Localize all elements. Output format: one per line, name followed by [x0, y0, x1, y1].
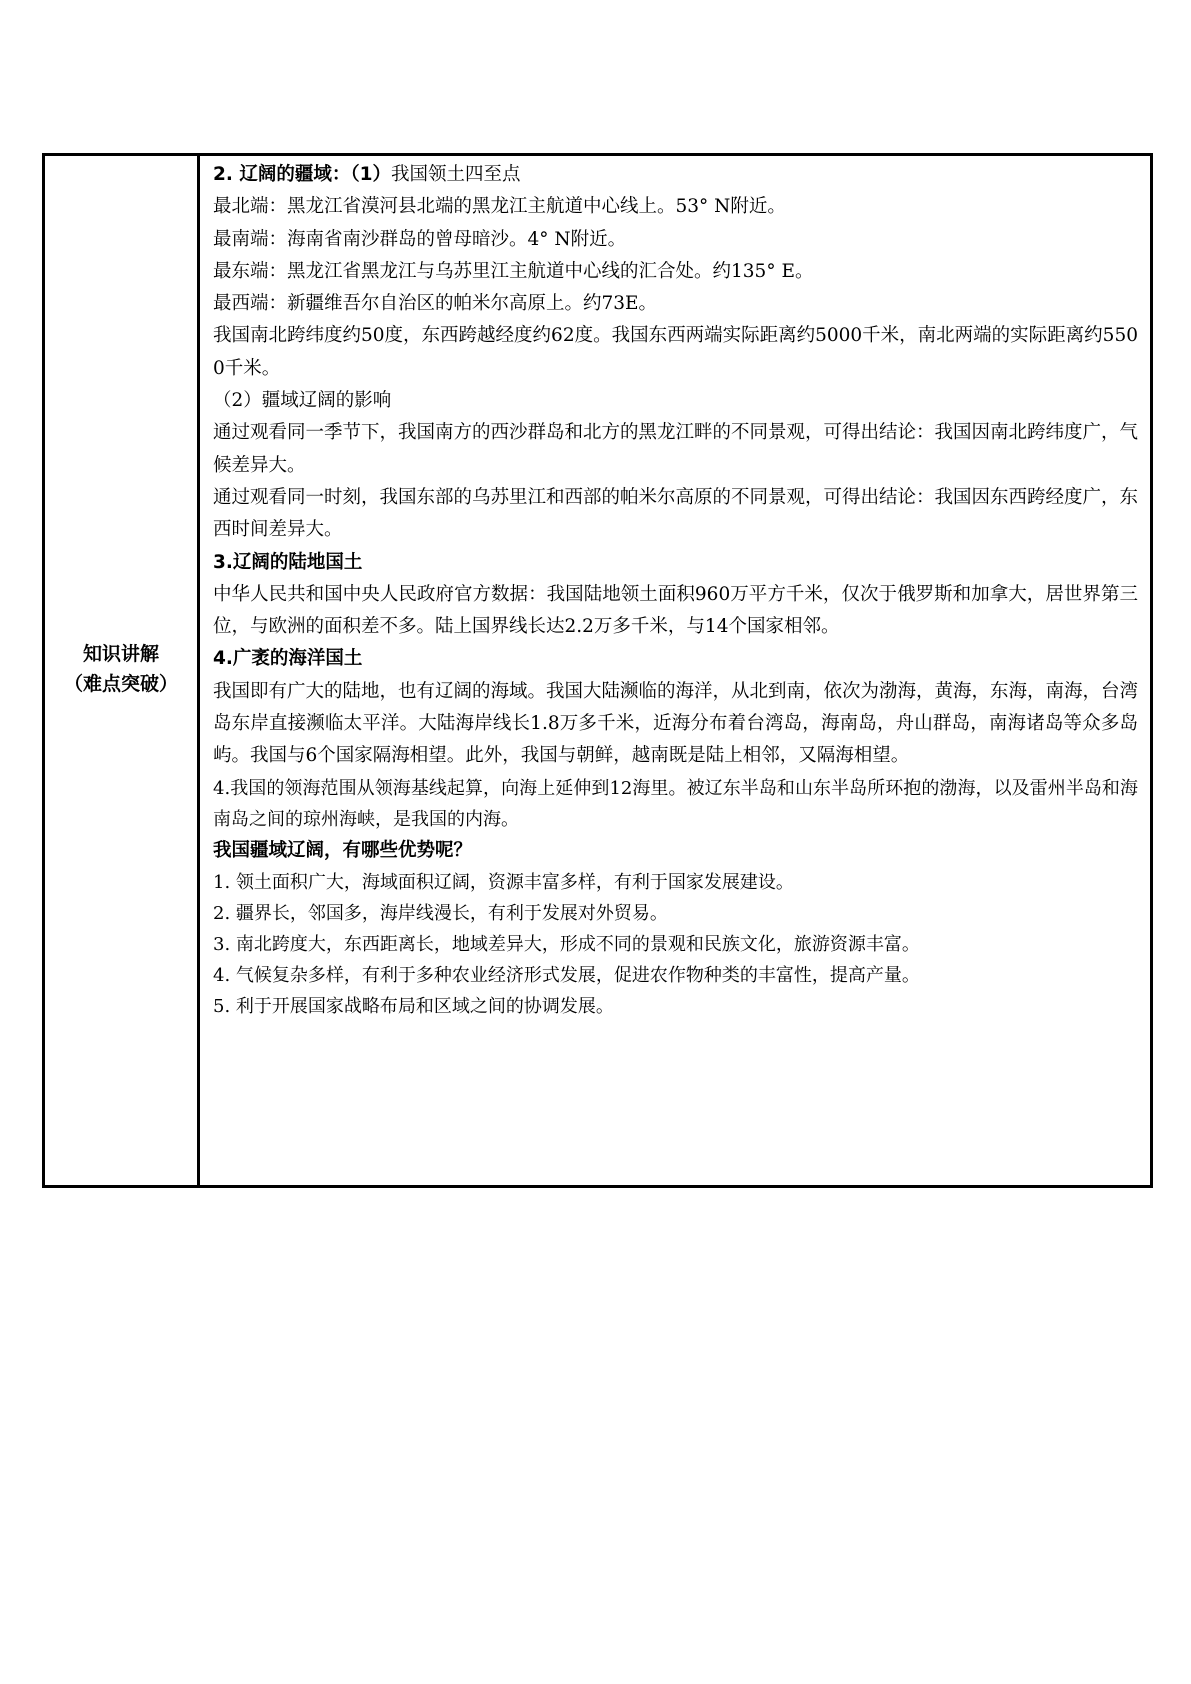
influence-subtitle: （2）疆域辽阔的影响 — [213, 390, 392, 412]
content-cell — [200, 156, 1150, 1185]
land-territory-paragraph: 中华人民共和国中央人民政府官方数据：我国陆地领土面积960万平方千米，仅次于俄罗斯和加拿大，居世界第三位，与欧洲的面积差不多。陆上国界线长达2.2万多千米，与14个国家相邻。 — [213, 583, 1138, 638]
advantage-item-1: 1. 领土面积广大，海域面积辽阔，资源丰富多样，有利于国家发展建设。 — [213, 871, 794, 893]
sea-territory-paragraph: 我国即有广大的陆地，也有辽阔的海域。我国大陆濒临的海洋，从北到南，依次为渤海，黄海，东海，南海，台湾岛东岸直接濒临太平洋。大陆海岸线长1.8万多千米，近海分布着台湾岛，海南岛，舟山群岛，南海诸岛等众多岛屿。我国与6个国家隔海相望。此外，我国与朝鲜，越南既是陆上相邻，又隔海相望。 — [213, 680, 1139, 767]
influence-longitude-paragraph: 通过观看同一时刻，我国东部的乌苏里江和西部的帕米尔高原的不同景观，可得出结论：我国因东西跨经度广，东西时间差异大。 — [213, 486, 1139, 541]
section3-heading: 3.辽阔的陆地国土 — [213, 551, 363, 573]
eastmost-point: 最东端：黑龙江省黑龙江与乌苏里江主航道中心线的汇合处。约135° E。 — [213, 260, 814, 282]
section4-heading: 4.广袤的海洋国土 — [213, 648, 363, 670]
advantage-item-3: 3. 南北跨度大，东西距离长，地域差异大，形成不同的景观和民族文化，旅游资源丰富。 — [213, 933, 920, 955]
section-label-subtitle: （难点突破） — [63, 672, 178, 695]
territorial-sea-paragraph: 4.我国的领海范围从领海基线起算，向海上延伸到12海里。被辽东半岛和山东半岛所环抱的渤海，以及雷州半岛和海南岛之间的琼州海峡，是我国的内海。 — [213, 777, 1138, 830]
westmost-point: 最西端：新疆维吾尔自治区的帕米尔高原上。约73E。 — [213, 293, 658, 315]
section-label-title: 知识讲解 — [82, 642, 159, 665]
advantage-item-2: 2. 疆界长，邻国多，海岸线漫长，有利于发展对外贸易。 — [213, 902, 668, 924]
southmost-point: 最南端：海南省南沙群岛的曾母暗沙。4° N附近。 — [213, 228, 627, 250]
northmost-point: 最北端：黑龙江省漠河县北端的黑龙江主航道中心线上。53° N附近。 — [213, 196, 786, 218]
influence-latitude-paragraph: 通过观看同一季节下，我国南方的西沙群岛和北方的黑龙江畔的不同景观，可得出结论：我国因南北跨纬度广，气候差异大。 — [213, 422, 1139, 476]
section2-heading-rest: 我国领土四至点 — [390, 164, 521, 185]
section2-heading-bold: 2. 辽阔的疆域：（1） — [213, 164, 391, 185]
advantages-question: 我国疆域辽阔，有哪些优势呢？ — [213, 839, 473, 861]
lesson-table — [42, 153, 1153, 1188]
span-paragraph: 我国南北跨纬度约50度，东西跨越经度约62度。我国东西两端实际距离约5000千米，南北两端的实际距离约5500千米。 — [213, 325, 1138, 379]
advantage-item-5: 5. 利于开展国家战略布局和区域之间的协调发展。 — [213, 995, 614, 1017]
section-label-cell — [45, 156, 200, 1185]
section2-heading — [213, 159, 1138, 191]
advantage-item-4: 4. 气候复杂多样，有利于多种农业经济形式发展，促进农作物种类的丰富性，提高产量。 — [213, 964, 920, 986]
